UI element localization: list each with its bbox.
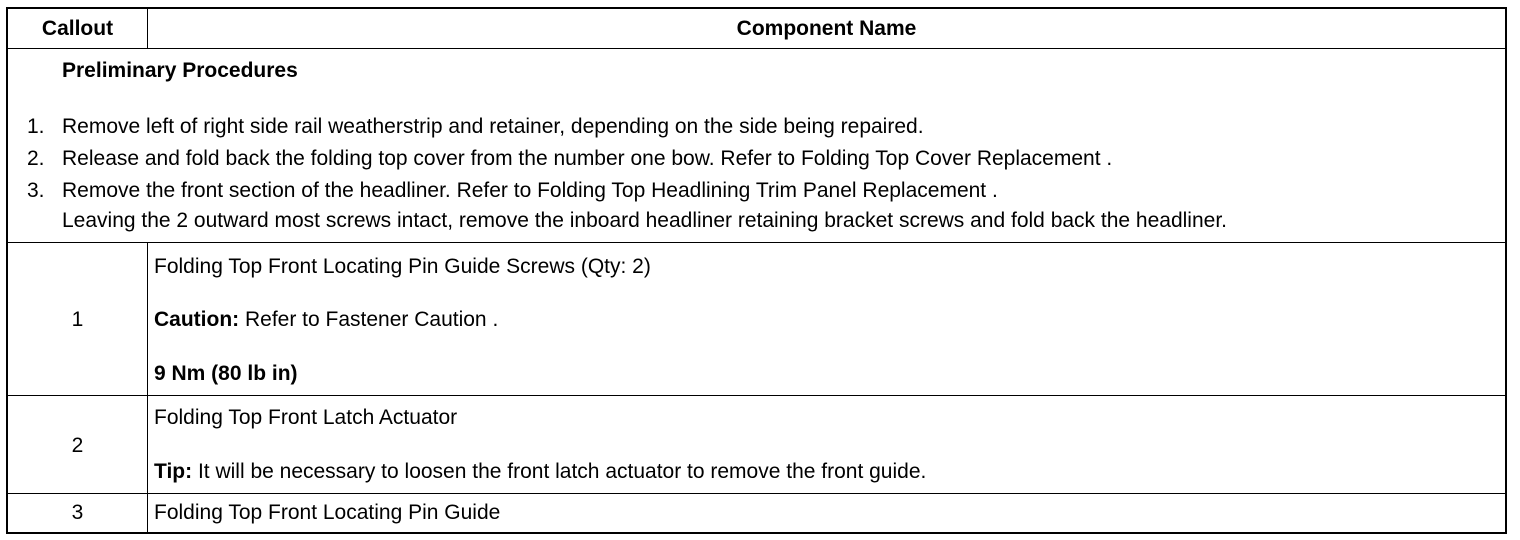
component-name: Folding Top Front Locating Pin Guide: [154, 501, 501, 524]
step-text: Release and fold back the folding top cover from the number one bow. Refer to Folding Top Cover Replacement .: [62, 147, 1113, 170]
table-row: [8, 396, 1505, 494]
callout-number: 2: [71, 434, 84, 457]
tip-note: [154, 460, 926, 484]
caution-note: [154, 308, 498, 332]
tip-text: It will be necessary to loosen the front latch actuator to remove the front guide.: [192, 460, 927, 483]
table-header-row: [8, 9, 1505, 49]
step-number: 3.: [27, 179, 45, 202]
procedure-table: [6, 7, 1507, 534]
callout-number: 1: [71, 308, 84, 331]
preliminary-procedures-row: [8, 49, 1505, 243]
table-row: [8, 243, 1505, 396]
torque-spec: 9 Nm (80 lb in): [154, 362, 298, 385]
step-text: Remove the front section of the headliner. Refer to Folding Top Headlining Trim Panel Replacement .: [62, 179, 998, 202]
callout-number: 3: [71, 501, 84, 524]
step-text: Remove left of right side rail weatherstrip and retainer, depending on the side being repaired.: [62, 115, 924, 138]
step-continuation-text: Leaving the 2 outward most screws intact, remove the inboard headliner retaining bracket screws and fold back the headliner.: [62, 209, 1227, 232]
preliminary-title: Preliminary Procedures: [62, 59, 298, 82]
component-name-header: Component Name: [736, 17, 917, 40]
table-row: [8, 494, 1505, 532]
column-divider: [147, 396, 148, 493]
step-number: 2.: [27, 147, 45, 170]
component-name: Folding Top Front Locating Pin Guide Screws (Qty: 2): [154, 255, 651, 278]
component-name: Folding Top Front Latch Actuator: [154, 406, 458, 429]
column-divider: [147, 243, 148, 395]
tip-label: Tip:: [154, 460, 193, 483]
callout-header: Callout: [41, 17, 114, 40]
caution-text: Refer to Fastener Caution .: [239, 308, 499, 331]
step-number: 1.: [27, 115, 45, 138]
caution-label: Caution:: [154, 308, 240, 331]
column-divider: [147, 494, 148, 532]
